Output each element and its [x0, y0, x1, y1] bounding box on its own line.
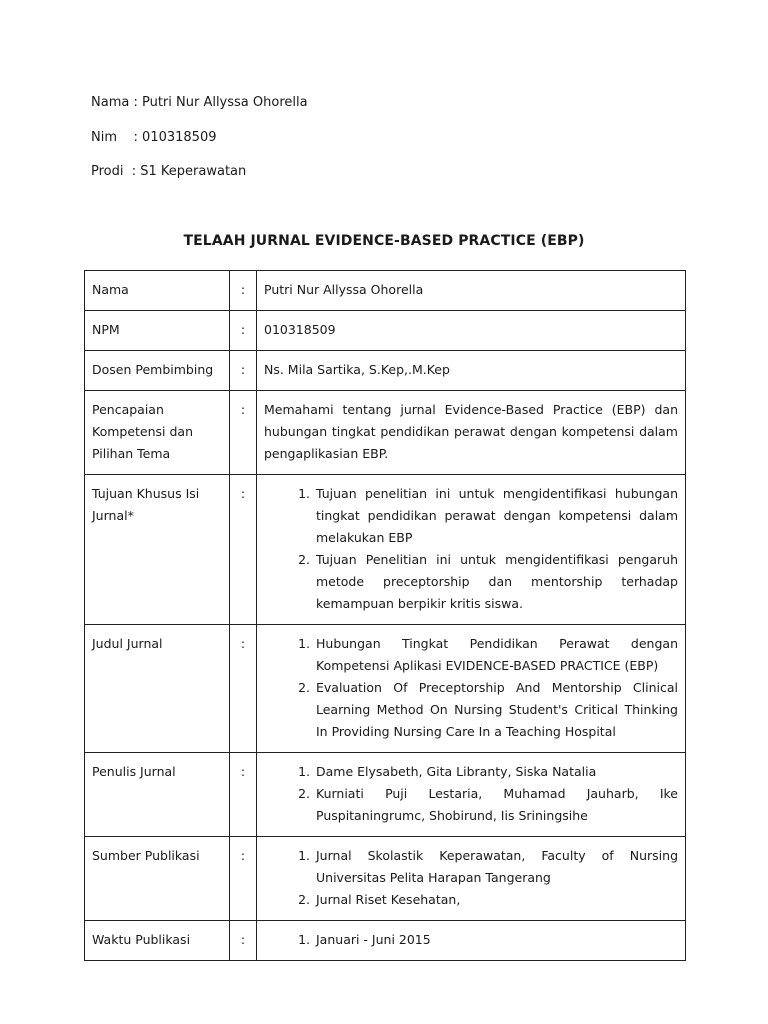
list-item: 2. Kurniati Puji Lestaria, Muhamad Jauharb, Ike Puspitaningrumc, Shobirund, Iis Sriningsihe: [314, 783, 678, 827]
numbered-list: [264, 845, 678, 911]
row-colon: :: [230, 391, 257, 475]
row-label: Nama: [85, 271, 230, 311]
row-value: [257, 753, 686, 837]
row-colon: :: [230, 625, 257, 753]
list-item: 1. Jurnal Skolastik Keperawatan, Faculty of Nursing Universitas Pelita Harapan Tangerang: [314, 845, 678, 889]
row-label: Penulis Jurnal: [85, 753, 230, 837]
row-colon: :: [230, 351, 257, 391]
row-value: Ns. Mila Sartika, S.Kep,.M.Kep: [257, 351, 686, 391]
numbered-list: [264, 633, 678, 743]
table-row-dosen: [85, 351, 686, 391]
row-label: Judul Jurnal: [85, 625, 230, 753]
list-item: 2. Tujuan Penelitian ini untuk mengidentifikasi pengaruh metode preceptorship dan mentorship terhadap kemampuan berpikir kritis siswa.: [314, 549, 678, 615]
table-row-waktu: [85, 921, 686, 961]
row-value: [257, 921, 686, 961]
review-table: [84, 270, 686, 961]
list-item: 1. Januari - Juni 2015: [314, 929, 678, 951]
row-colon: :: [230, 475, 257, 625]
row-colon: :: [230, 753, 257, 837]
page-title: TELAAH JURNAL EVIDENCE-BASED PRACTICE (EBP): [183, 233, 585, 249]
row-colon: :: [230, 837, 257, 921]
row-value: [257, 837, 686, 921]
row-colon: :: [230, 271, 257, 311]
row-label: Sumber Publikasi: [85, 837, 230, 921]
numbered-list: [264, 483, 678, 615]
row-value: [257, 625, 686, 753]
row-value: Memahami tentang jurnal Evidence-Based Practice (EBP) dan hubungan tingkat pendidikan perawat dengan kompetensi dalam pengaplikasian EBP.: [257, 391, 686, 475]
table-row-pencapaian: [85, 391, 686, 475]
list-item: 1. Hubungan Tingkat Pendidikan Perawat dengan Kompetensi Aplikasi EVIDENCE-BASED PRACTICE (EBP): [314, 633, 678, 677]
table-row-nama: [85, 271, 686, 311]
row-value: 010318509: [257, 311, 686, 351]
header-nama: Nama : Putri Nur Allyssa Ohorella: [91, 95, 308, 110]
row-label: NPM: [85, 311, 230, 351]
row-label: Waktu Publikasi: [85, 921, 230, 961]
row-value: Putri Nur Allyssa Ohorella: [257, 271, 686, 311]
list-item: 2. Evaluation Of Preceptorship And Mentorship Clinical Learning Method On Nursing Student's Critical Thinking In Providing Nursing Care In a Teaching Hospital: [314, 677, 678, 743]
table-row-tujuan: [85, 475, 686, 625]
row-label: Dosen Pembimbing: [85, 351, 230, 391]
numbered-list: [264, 929, 678, 951]
numbered-list: [264, 761, 678, 827]
row-colon: :: [230, 311, 257, 351]
list-item: 2. Jurnal Riset Kesehatan,: [314, 889, 678, 911]
header-nim: Nim : 010318509: [91, 130, 217, 145]
table-row-penulis: [85, 753, 686, 837]
table-row-judul: [85, 625, 686, 753]
list-item: 1. Dame Elysabeth, Gita Libranty, Siska Natalia: [314, 761, 678, 783]
row-colon: :: [230, 921, 257, 961]
row-value: [257, 475, 686, 625]
table-row-npm: [85, 311, 686, 351]
header-prodi: Prodi : S1 Keperawatan: [91, 164, 247, 179]
table-row-sumber: [85, 837, 686, 921]
row-label: Pencapaian Kompetensi dan Pilihan Tema: [85, 391, 230, 475]
row-label: Tujuan Khusus Isi Jurnal*: [85, 475, 230, 625]
list-item: 1. Tujuan penelitian ini untuk mengidentifikasi hubungan tingkat pendidikan perawat dengan kompetensi dalam melakukan EBP: [314, 483, 678, 549]
